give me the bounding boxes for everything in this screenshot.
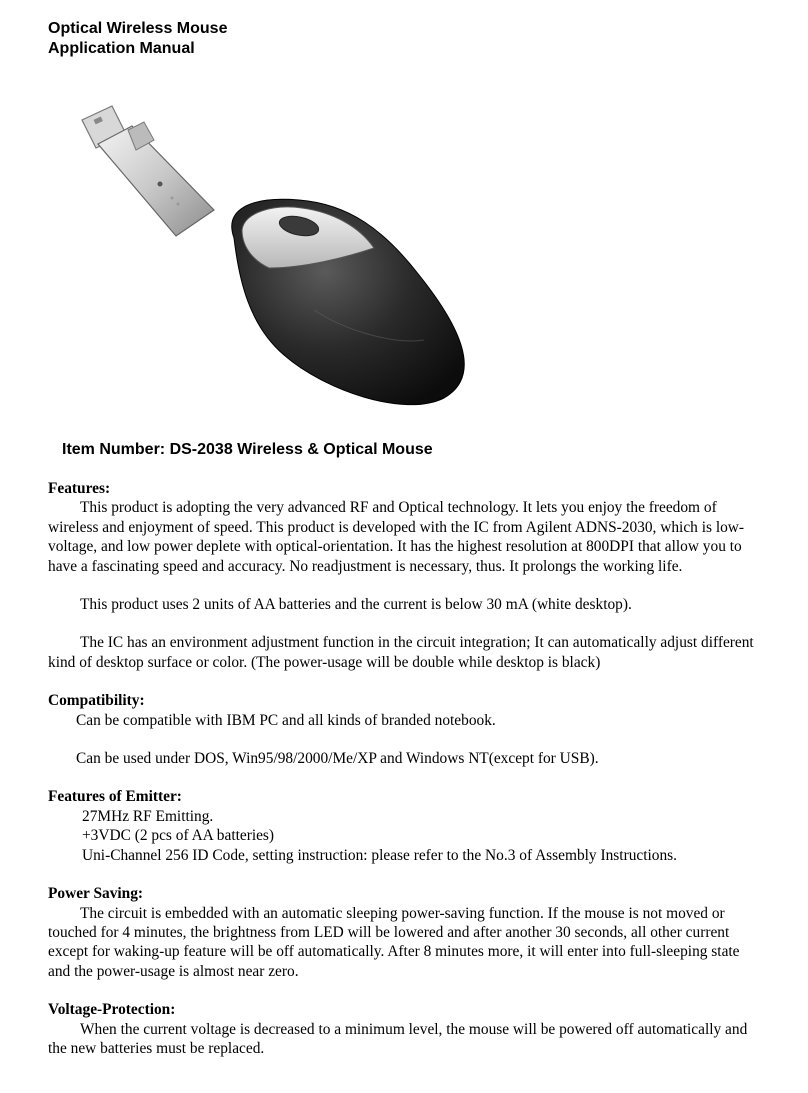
compatibility-section bbox=[48, 691, 762, 768]
features-paragraph-1: This product is adopting the very advanced RF and Optical technology. It lets you enjoy the freedom of wireless and enjoyment of speed. This product is developed with the IC from Agilent ADNS-2030, which is low-voltage, and low power deplete with optical-orientation. It has the highest resolution at 800DPI that allow you to have a fascinating speed and accuracy. No readjustment is necessary, thus. It prolongs the working life. bbox=[48, 499, 745, 575]
manual-body bbox=[48, 479, 762, 1058]
emitter-line-1: 27MHz RF Emitting. bbox=[82, 807, 214, 825]
product-photo bbox=[74, 100, 534, 410]
power-saving-section bbox=[48, 884, 762, 981]
emitter-section bbox=[48, 787, 762, 865]
document-title bbox=[48, 19, 227, 59]
compatibility-paragraph-1: Can be compatible with IBM PC and all kinds of branded notebook. bbox=[76, 711, 496, 729]
item-number-heading: Item Number: DS-2038 Wireless & Optical Mouse bbox=[62, 441, 433, 458]
compatibility-paragraph-2: Can be used under DOS, Win95/98/2000/Me/XP and Windows NT(except for USB). bbox=[76, 750, 599, 768]
usb-receiver bbox=[82, 106, 214, 236]
voltage-protection-section bbox=[48, 1000, 762, 1058]
voltage-protection-heading: Voltage-Protection: bbox=[48, 1001, 176, 1019]
compatibility-heading: Compatibility: bbox=[48, 692, 145, 710]
power-saving-paragraph: The circuit is embedded with an automatic sleeping power-saving function. If the mouse is not moved or touched for 4 minutes, the brightness from LED will be lowered and after another 30 seconds, all other current except for waking-up feature will be off automatically. After 8 minutes more, it will enter into full-sleeping state and the power-usage is almost near zero. bbox=[48, 904, 740, 980]
title-line-2: Application Manual bbox=[48, 40, 195, 57]
emitter-line-2: +3VDC (2 pcs of AA batteries) bbox=[82, 827, 275, 845]
power-saving-heading: Power Saving: bbox=[48, 885, 144, 903]
emitter-line-3: Uni-Channel 256 ID Code, setting instruction: please refer to the No.3 of Assembly Instructions. bbox=[82, 846, 677, 864]
features-paragraph-3: The IC has an environment adjustment function in the circuit integration; It can automatically adjust different kind of desktop surface or color. (The power-usage will be double while desktop is black) bbox=[48, 634, 754, 671]
features-section bbox=[48, 479, 762, 672]
features-heading: Features: bbox=[48, 480, 111, 497]
title-line-1: Optical Wireless Mouse bbox=[48, 20, 228, 37]
emitter-heading: Features of Emitter: bbox=[48, 788, 182, 806]
wireless-mouse bbox=[232, 199, 464, 404]
voltage-protection-paragraph: When the current voltage is decreased to a minimum level, the mouse will be powered off automatically and the new batteries must be replaced. bbox=[48, 1020, 748, 1057]
features-paragraph-2: This product uses 2 units of AA batteries and the current is below 30 mA (white desktop). bbox=[80, 596, 632, 614]
